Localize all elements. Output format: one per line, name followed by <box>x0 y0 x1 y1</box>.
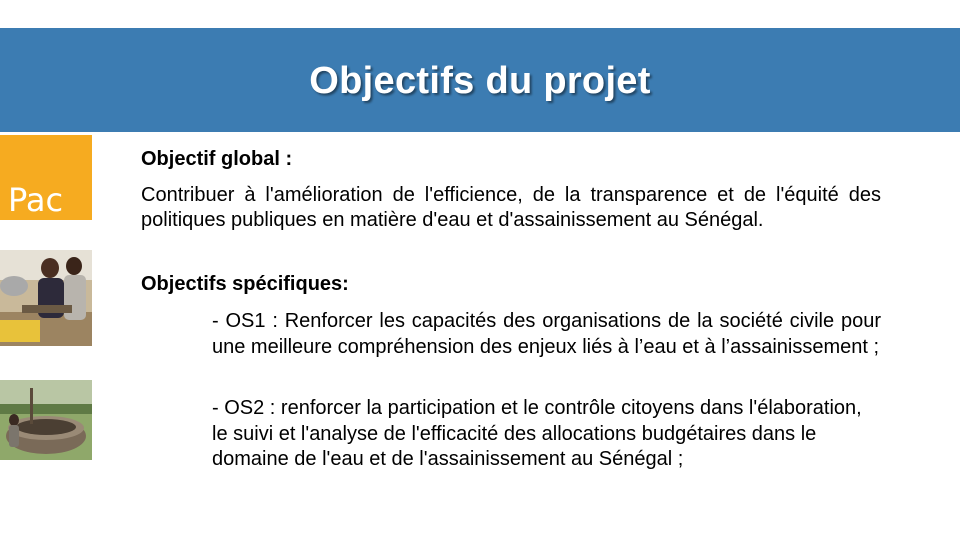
specific-objectives-heading: Objectifs spécifiques: <box>141 273 349 295</box>
photo-stone-well-in-field <box>0 380 92 460</box>
specific-objective-os1: - OS1 : Renforcer les capacités des organisations de la société civile pour une meilleure compréhension des enjeux liés à l’eau et à l’assainissement ; <box>212 310 881 358</box>
brand-logo-text: Pac <box>8 181 64 219</box>
global-objective-text: Contribuer à l'amélioration de l'efficience, de la transparence et de l'équité des politiques publiques en matière d'eau et d'assainissement au Sénégal. <box>141 184 881 231</box>
slide-title: Objectifs du projet <box>309 60 651 102</box>
global-objective-heading: Objectif global : <box>141 148 293 170</box>
brand-logo-box <box>0 135 92 220</box>
specific-objective-os2: - OS2 : renforcer la participation et le contrôle citoyens dans l'élaboration, le suivi et l'analyse de l'efficacité des allocations budgétaires dans le domaine de l'eau et de l'assainissement au Sénégal ; <box>212 397 862 470</box>
photo-people-at-water-well <box>0 250 92 346</box>
